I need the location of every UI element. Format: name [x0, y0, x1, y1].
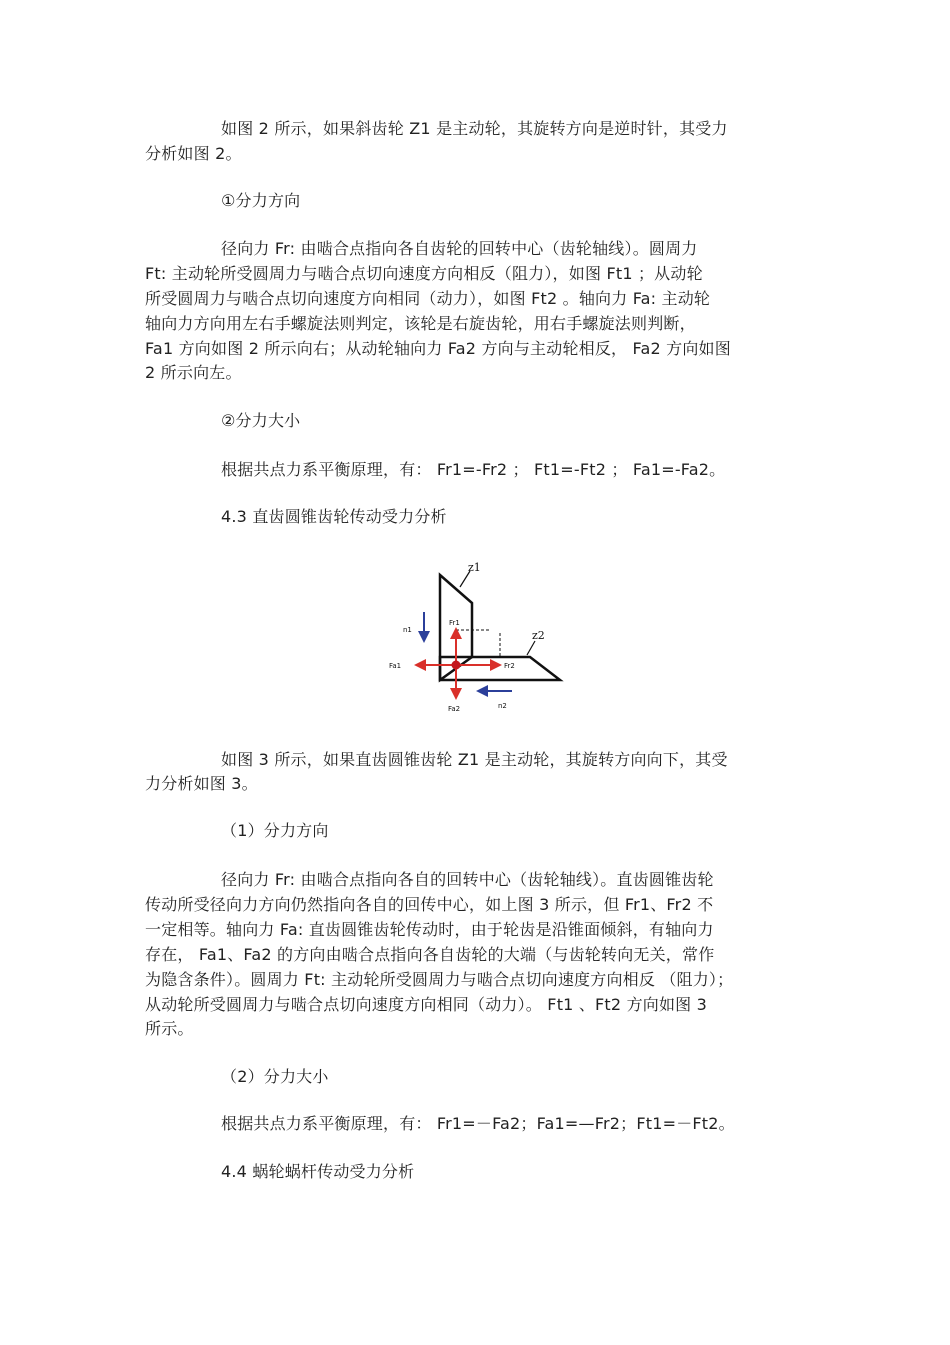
- para4-line3: 一定相等。轴向力 Fa: 直齿圆锥齿轮传动时，由于轮齿是沿锥面倾斜，有轴向力: [145, 920, 714, 939]
- label-z1: z1: [468, 561, 481, 574]
- heading-force-direction: ①分力方向: [221, 191, 301, 210]
- section-4-3-title: 4.3 直齿圆锥齿轮传动受力分析: [221, 507, 447, 526]
- label-n1: n1: [403, 626, 412, 634]
- para3-line2: 力分析如图 3。: [145, 774, 258, 793]
- heading-1-force-direction: （1）分力方向: [221, 821, 329, 840]
- para1-line1: 如图 2 所示，如果斜齿轮 Z1 是主动轮，其旋转方向是逆时针，其受力: [221, 119, 728, 138]
- para2-line1: 径向力 Fr: 由啮合点指向各自齿轮的回转中心（齿轮轴线）。圆周力: [221, 239, 698, 258]
- z2-leader: [527, 641, 535, 655]
- para4-line1: 径向力 Fr: 由啮合点指向各自的回转中心（齿轮轴线）。直齿圆锥齿轮: [221, 870, 714, 889]
- para4-line6: 从动轮所受圆周力与啮合点切向速度方向相同（动力）。 Ft1 、Ft2 方向如图 3: [145, 995, 708, 1014]
- label-fr1: Fr1: [449, 619, 460, 627]
- para2-line4: 轴向力方向用左右手螺旋法则判定，该轮是右旋齿轮，用右手螺旋法则判断，: [145, 314, 696, 333]
- label-fa1: Fa1: [389, 662, 402, 670]
- label-n2: n2: [498, 702, 507, 710]
- para2-line5: Fa1 方向如图 2 所示向右；从动轮轴向力 Fa2 方向与主动轮相反， Fa2 方向如图: [145, 339, 731, 358]
- para2-line2: Ft: 主动轮所受圆周力与啮合点切向速度方向相反（阻力），如图 Ft1 ；从动轮: [145, 264, 703, 283]
- para4-line4: 存在， Fa1、Fa2 的方向由啮合点指向各自齿轮的大端（与齿轮转向无关，常作: [145, 945, 715, 964]
- para4-line5: 为隐含条件）。圆周力 Ft: 主动轮所受圆周力与啮合点切向速度方向相反 （阻力）；: [145, 970, 734, 989]
- para2-line6: 2 所示向左。: [145, 363, 242, 382]
- label-fr2: Fr2: [504, 662, 515, 670]
- mesh-point: [452, 661, 461, 670]
- para4-line7: 所示。: [145, 1019, 194, 1038]
- equilibrium-line-2: 根据共点力系平衡原理，有： Fr1=－Fa2；Fa1=—Fr2；Ft1=－Ft2。: [221, 1114, 735, 1133]
- equilibrium-line-1: 根据共点力系平衡原理，有： Fr1=-Fr2 ； Ft1=-Ft2 ； Fa1=-Fa2。: [221, 460, 726, 479]
- heading-force-magnitude: ②分力大小: [221, 411, 301, 430]
- para1-line2: 分析如图 2。: [145, 144, 242, 163]
- para4-line2: 传动所受径向力方向仍然指向各自的回传中心，如上图 3 所示，但 Fr1、Fr2 不: [145, 895, 714, 914]
- bevel-gear-force-diagram: [372, 555, 568, 715]
- section-4-4-title: 4.4 蜗轮蜗杆传动受力分析: [221, 1162, 415, 1181]
- label-fa2: Fa2: [448, 705, 461, 713]
- heading-2-force-magnitude: （2）分力大小: [221, 1067, 329, 1086]
- para3-line1: 如图 3 所示，如果直齿圆锥齿轮 Z1 是主动轮，其旋转方向向下，其受: [221, 750, 728, 769]
- para2-line3: 所受圆周力与啮合点切向速度方向相同（动力），如图 Ft2 。轴向力 Fa: 主动轮: [145, 289, 711, 308]
- label-z2: z2: [532, 629, 545, 642]
